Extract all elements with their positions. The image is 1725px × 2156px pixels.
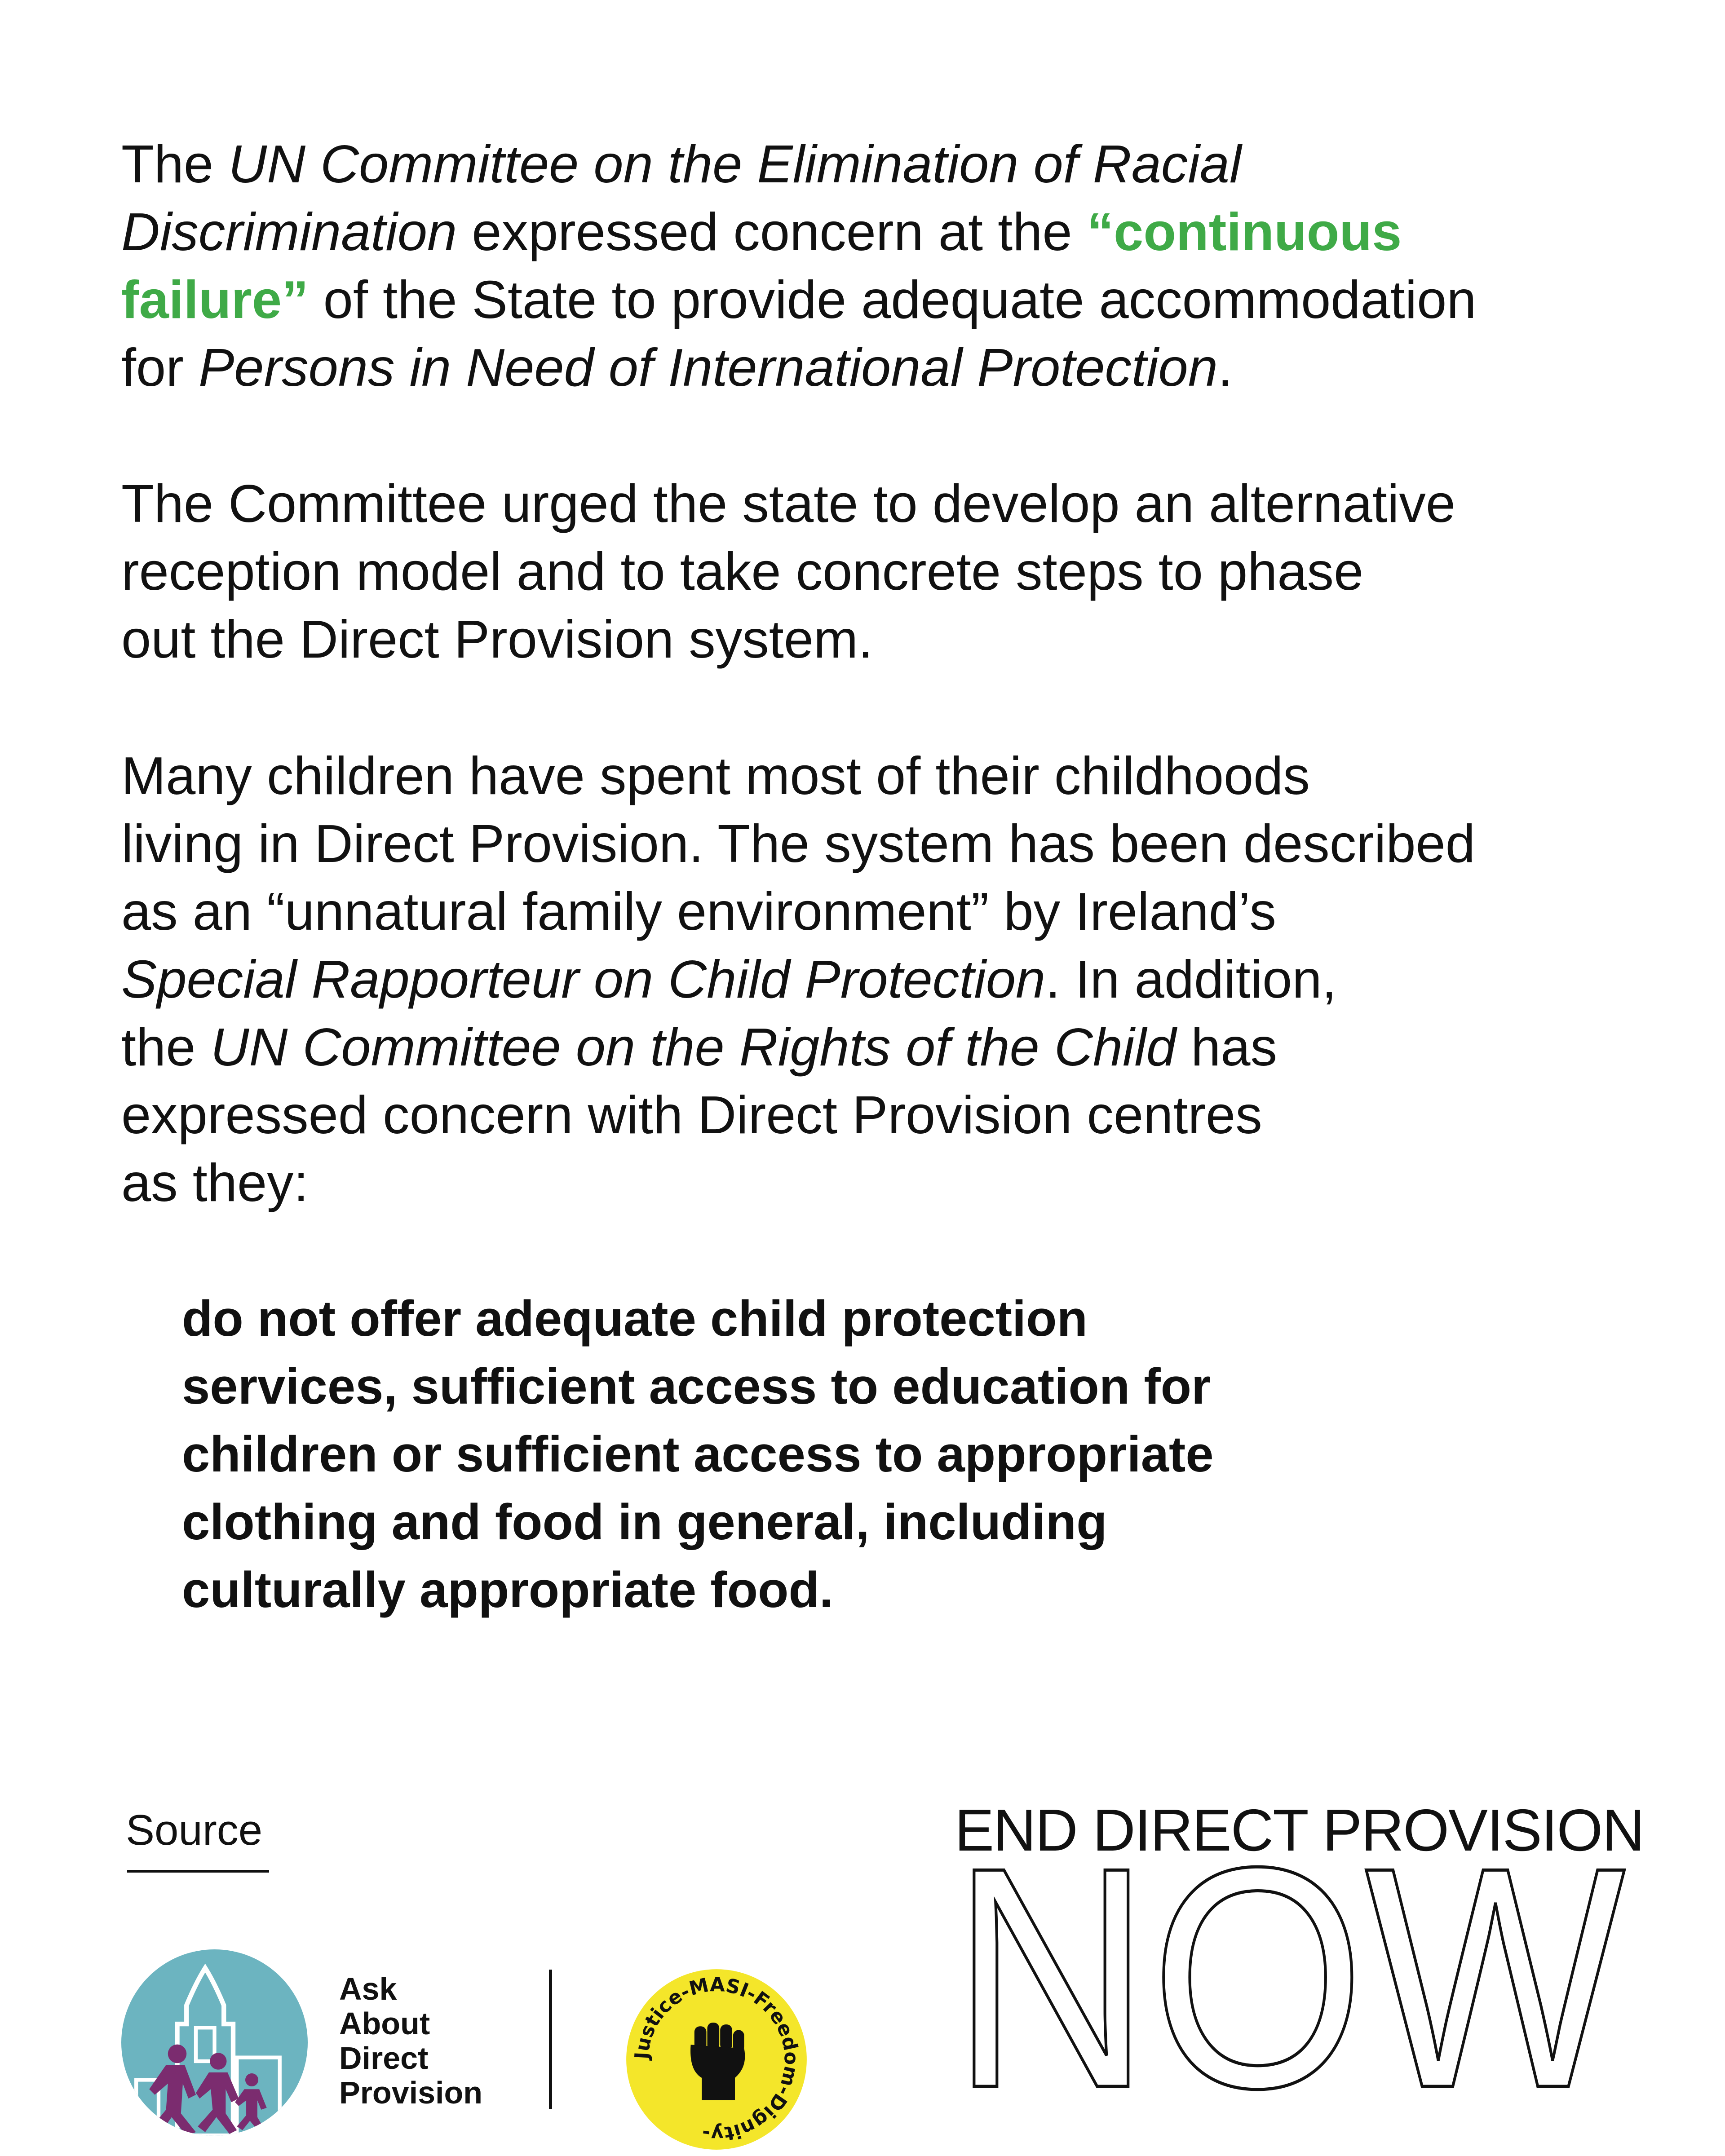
quote-line-2: services, sufficient access to education for bbox=[182, 1358, 1211, 1414]
p2-line-2: reception model and to take concrete steps to phase bbox=[121, 542, 1364, 601]
quote-line-1: do not offer adequate child protection bbox=[182, 1290, 1088, 1347]
quote-line-4: clothing and food in general, including bbox=[182, 1494, 1107, 1550]
aadp-line-ask: Ask bbox=[339, 1971, 397, 2006]
quote-line-3: children or sufficient access to appropriate bbox=[182, 1426, 1214, 1482]
campaign-title: END DIRECT PROVISION bbox=[955, 1797, 1644, 1863]
p2-line-1: The Committee urged the state to develop an alternative bbox=[121, 474, 1456, 534]
source-link[interactable]: Source bbox=[126, 1806, 263, 1854]
p3-line-6: expressed concern with Direct Provision centres bbox=[121, 1085, 1262, 1145]
campaign-now-outline bbox=[948, 1851, 1631, 2102]
highlight-failure: failure” bbox=[121, 270, 309, 330]
highlight-continuous: “continuous bbox=[1087, 202, 1402, 262]
p3-line-5: the UN Committee on the Rights of the Child has bbox=[121, 1017, 1277, 1077]
p3-line-7: as they: bbox=[121, 1153, 309, 1213]
p3-line-3: as an “unnatural family environment” by Ireland’s bbox=[121, 882, 1276, 941]
p1-line-1: The UN Committee on the Elimination of Racial bbox=[121, 134, 1242, 194]
masi-ring-text: Justice-MASI-Freedom-Dignity- bbox=[631, 1974, 802, 2145]
aadp-line-provision: Provision bbox=[339, 2075, 482, 2110]
concern-quote bbox=[182, 1285, 1214, 1624]
aadp-line-about: About bbox=[339, 2006, 430, 2041]
p1-line-2: Discrimination expressed concern at the “continuous bbox=[121, 202, 1402, 262]
aadp-wordmark bbox=[339, 1972, 482, 2110]
source-underline bbox=[127, 1870, 269, 1873]
campaign-now-text: NOW bbox=[951, 1851, 1628, 2102]
masi-fist-logo-icon bbox=[624, 1967, 809, 2152]
paragraph-committee-urged bbox=[121, 470, 1626, 673]
paragraph-un-cerd bbox=[121, 130, 1626, 402]
p1-line-3: failure” of the State to provide adequate accommodation bbox=[121, 270, 1477, 330]
p3-line-2: living in Direct Provision. The system has been described bbox=[121, 814, 1475, 874]
p1-line-4: for Persons in Need of International Protection. bbox=[121, 338, 1233, 398]
quote-line-5: culturally appropriate food. bbox=[182, 1562, 833, 1618]
committee-name-cerd: UN Committee on the Elimination of Racial bbox=[228, 134, 1242, 194]
paragraph-children bbox=[121, 742, 1626, 1217]
p2-line-3: out the Direct Provision system. bbox=[121, 610, 873, 669]
ask-about-direct-provision-logo-icon bbox=[121, 1949, 308, 2136]
logo-separator bbox=[549, 1970, 552, 2109]
p3-line-4: Special Rapporteur on Child Protection. In addition, bbox=[121, 950, 1337, 1009]
aadp-line-direct: Direct bbox=[339, 2041, 429, 2076]
p3-line-1: Many children have spent most of their childhoods bbox=[121, 746, 1310, 806]
